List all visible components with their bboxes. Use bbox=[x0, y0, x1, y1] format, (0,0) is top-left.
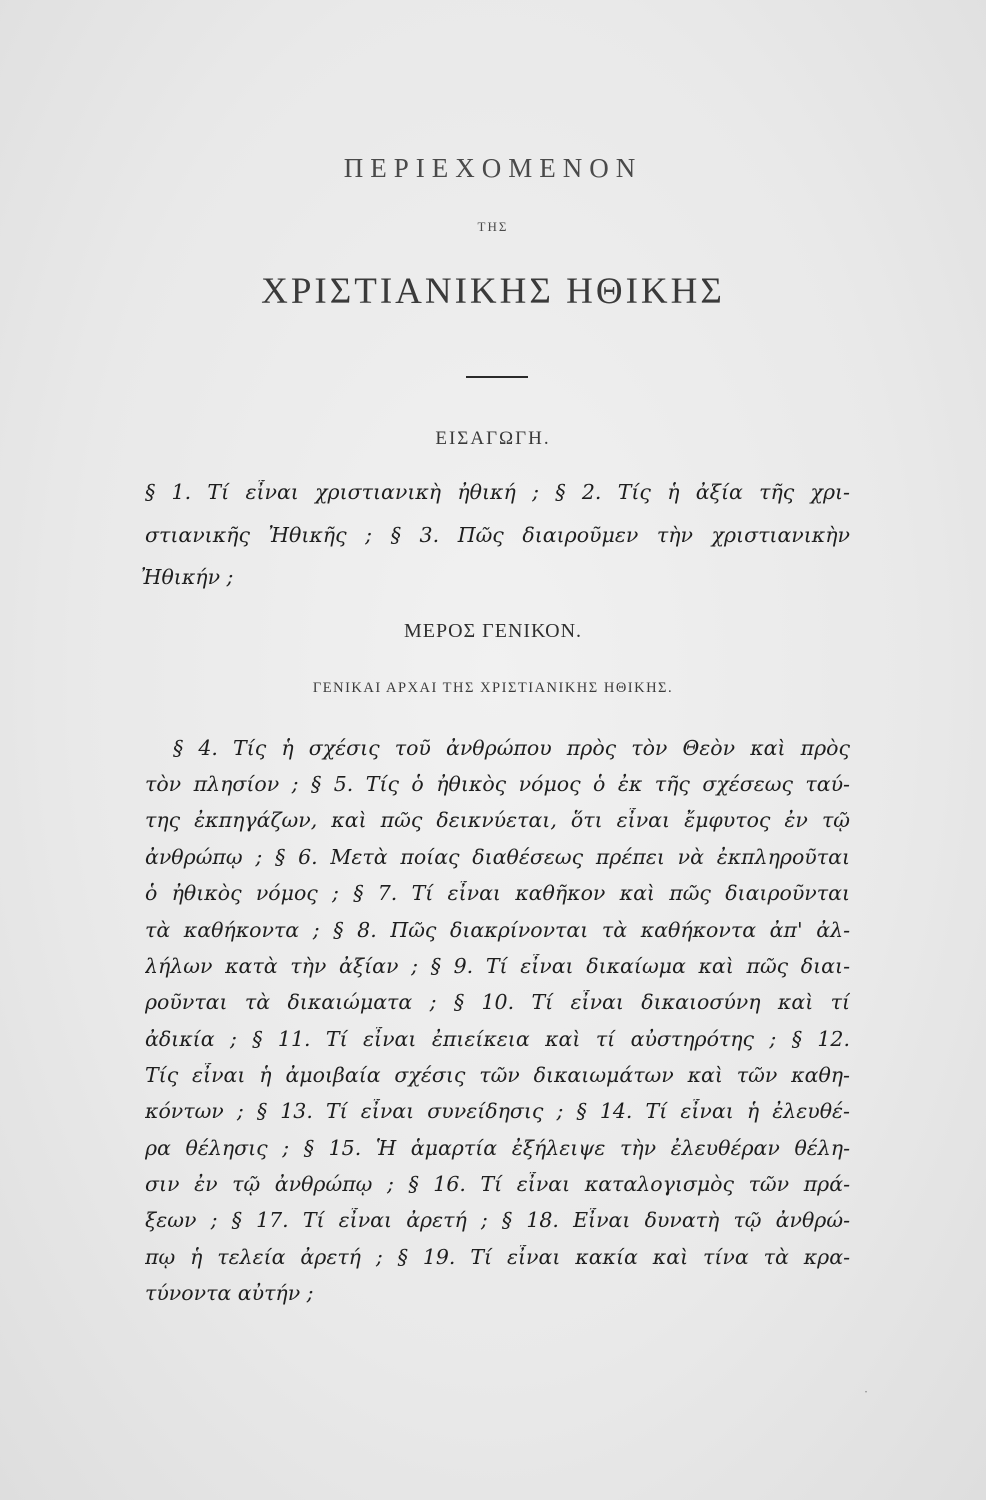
text-line: τὸν πλησίον ; § 5. Τίς ὁ ἠθικὸς νόμος ὁ ἐκ τῆς σχέσεως ταύ- bbox=[145, 772, 850, 796]
text-line: ἀνθρώπῳ ; § 6. Μετὰ ποίας διαθέσεως πρέπει νὰ ἐκπληροῦται bbox=[145, 845, 850, 869]
text-line: ροῦνται τὰ δικαιώματα ; § 10. Τί εἶναι δικαιοσύνη καὶ τί bbox=[145, 990, 850, 1014]
introduction-heading: ΕΙΣΑΓΩΓΗ. bbox=[435, 428, 551, 449]
text-line: ὁ ἠθικὸς νόμος ; § 7. Τί εἶναι καθῆκον καὶ πῶς διαιροῦνται bbox=[145, 881, 850, 905]
general-part-heading: ΜΕΡΟΣ ΓΕΝΙΚΟΝ. bbox=[403, 620, 583, 642]
text-line: τύνοντα αὐτήν ; bbox=[145, 1281, 314, 1305]
text-line: στιανικῆς Ἠθικῆς ; § 3. Πῶς διαιροῦμεν τὴν χριστιανικὴν bbox=[145, 523, 850, 547]
text-line: § 4. Τίς ἡ σχέσις τοῦ ἀνθρώπου πρὸς τὸν Θεὸν καὶ πρὸς bbox=[173, 736, 850, 760]
text-line: Ἠθικήν ; bbox=[141, 565, 234, 589]
book-title: ΧΡΙΣΤΙΑΝΙΚΗΣ ΗΘΙΚΗΣ bbox=[261, 271, 725, 312]
stray-mark: · bbox=[864, 1385, 868, 1399]
text-line: λήλων κατὰ τὴν ἀξίαν ; § 9. Τί εἶναι δικαίωμα καὶ πῶς διαι- bbox=[145, 954, 850, 978]
text-line: Τίς εἶναι ἡ ἀμοιβαία σχέσις τῶν δικαιωμάτων καὶ τῶν καθη- bbox=[145, 1063, 850, 1087]
text-line: τὰ καθήκοντα ; § 8. Πῶς διακρίνονται τὰ καθήκοντα ἀπ' ἀλ- bbox=[145, 918, 850, 942]
text-line: ρα θέλησις ; § 15. Ἡ ἁμαρτία ἐξήλειψε τὴν ἐλευθέραν θέλη- bbox=[145, 1136, 850, 1160]
of-word: ΤΗΣ bbox=[477, 219, 509, 234]
general-principles-subheading: ΓΕΝΙΚΑΙ ΑΡΧΑΙ ΤΗΣ ΧΡΙΣΤΙΑΝΙΚΗΣ ΗΘΙΚΗΣ. bbox=[312, 680, 674, 696]
contents-heading: ΠΕΡΙΕΧΟΜΕΝΟΝ bbox=[343, 153, 643, 183]
text-line: κόντων ; § 13. Τί εἶναι συνείδησις ; § 14. Τί εἶναι ἡ ἐλευθέ- bbox=[145, 1099, 850, 1123]
text-line: § 1. Τί εἶναι χριστιανικὴ ἠθική ; § 2. Τίς ἡ ἀξία τῆς χρι- bbox=[145, 480, 850, 504]
text-line: σιν ἐν τῷ ἀνθρώπῳ ; § 16. Τί εἶναι καταλογισμὸς τῶν πρά- bbox=[145, 1172, 850, 1196]
text-line: πῳ ἡ τελεία ἀρετή ; § 19. Τί εἶναι κακία καὶ τίνα τὰ κρα- bbox=[145, 1245, 850, 1269]
text-line: ἀδικία ; § 11. Τί εἶναι ἐπιείκεια καὶ τί αὐστηρότης ; § 12. bbox=[145, 1027, 850, 1051]
text-line: ξεων ; § 17. Τί εἶναι ἀρετή ; § 18. Εἶναι δυνατὴ τῷ ἀνθρώ- bbox=[145, 1208, 850, 1232]
text-line: της ἐκπηγάζων, καὶ πῶς δεικνύεται, ὅτι εἶναι ἔμφυτος ἐν τῷ bbox=[145, 808, 850, 832]
title-rule bbox=[466, 376, 528, 378]
